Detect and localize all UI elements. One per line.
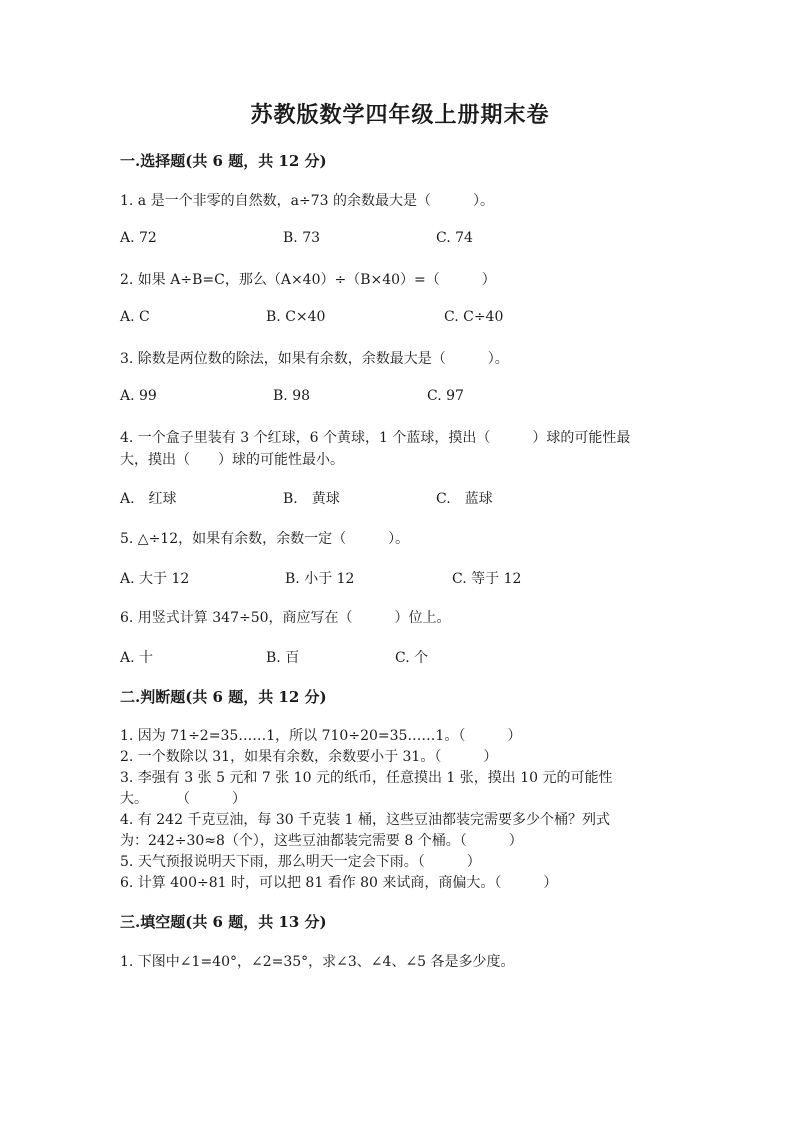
choice-q1-option-b: B. 73 (283, 230, 321, 246)
choice-q2-option-b: B. C×40 (266, 309, 326, 325)
choice-q4-stem-line1: 4. 一个盒子里装有 3 个红球，6 个黄球，1 个蓝球，摸出（ ）球的可能性最 (120, 430, 631, 446)
choice-q3-option-a: A. 99 (120, 388, 157, 404)
choice-q2-option-a: A. C (120, 309, 150, 325)
page-title: 苏教版数学四年级上册期末卷 (250, 102, 550, 128)
judge-q2: 2. 一个数除以 31，如果有余数，余数要小于 31。（ ） (120, 749, 498, 765)
choice-q1-option-a: A. 72 (120, 230, 157, 246)
choice-q6-option-a: A. 十 (120, 650, 154, 666)
judge-q4-line1: 4. 有 242 千克豆油，每 30 千克装 1 桶，这些豆油都装完需要多少个桶？列式 (120, 812, 610, 828)
section-heading-fill: 三.填空题(共 6 题，共 13 分) (120, 913, 327, 931)
section-heading-choice: 一.选择题(共 6 题，共 12 分) (120, 152, 327, 170)
choice-q3-option-c: C. 97 (427, 388, 464, 404)
section-heading-judge: 二.判断题(共 6 题，共 12 分) (120, 688, 327, 706)
choice-q5-option-b: B. 小于 12 (285, 571, 355, 587)
choice-q4-option-a: A. 红球 (120, 491, 177, 507)
choice-q2-stem: 2. 如果 A÷B=C，那么（A×40）÷（B×40）=（ ） (120, 272, 496, 288)
choice-q4-stem-line2: 大，摸出（ ）球的可能性最小。 (120, 452, 344, 468)
choice-q5-option-a: A. 大于 12 (120, 571, 190, 587)
fill-q1: 1. 下图中∠1=40°，∠2=35°，求∠3、∠4、∠5 各是多少度。 (120, 954, 515, 970)
choice-q4-option-b: B. 黄球 (283, 491, 340, 507)
choice-q3-stem: 3. 除数是两位数的除法，如果有余数，余数最大是（ ）。 (120, 351, 509, 367)
choice-q6-option-c: C. 个 (395, 650, 429, 666)
judge-q6: 6. 计算 400÷81 时，可以把 81 看作 80 来试商，商偏大。（ ） (120, 875, 558, 891)
choice-q3-option-b: B. 98 (273, 388, 311, 404)
choice-q5-option-c: C. 等于 12 (452, 571, 522, 587)
choice-q1-stem: 1. a 是一个非零的自然数，a÷73 的余数最大是（ ）。 (120, 193, 494, 209)
choice-q1-option-c: C. 74 (436, 230, 473, 246)
choice-q6-option-b: B. 百 (266, 650, 300, 666)
judge-q5: 5. 天气预报说明天下雨，那么明天一定会下雨。（ ） (120, 854, 481, 870)
judge-q4-line2: 为：242÷30≈8（个），这些豆油都装完需要 8 个桶。（ ） (120, 833, 523, 849)
choice-q4-option-c: C. 蓝球 (436, 491, 493, 507)
choice-q2-option-c: C. C÷40 (444, 309, 504, 325)
choice-q5-stem: 5. △÷12，如果有余数，余数一定（ ）。 (120, 531, 410, 547)
judge-q3-line1: 3. 李强有 3 张 5 元和 7 张 10 元的纸币，任意摸出 1 张，摸出 10 元的可能性 (120, 770, 613, 786)
judge-q3-line2: 大。 （ ） (120, 791, 246, 807)
judge-q1: 1. 因为 71÷2=35……1，所以 710÷20=35……1。（ ） (120, 728, 522, 744)
choice-q6-stem: 6. 用竖式计算 347÷50，商应写在（ ）位上。 (120, 610, 451, 626)
